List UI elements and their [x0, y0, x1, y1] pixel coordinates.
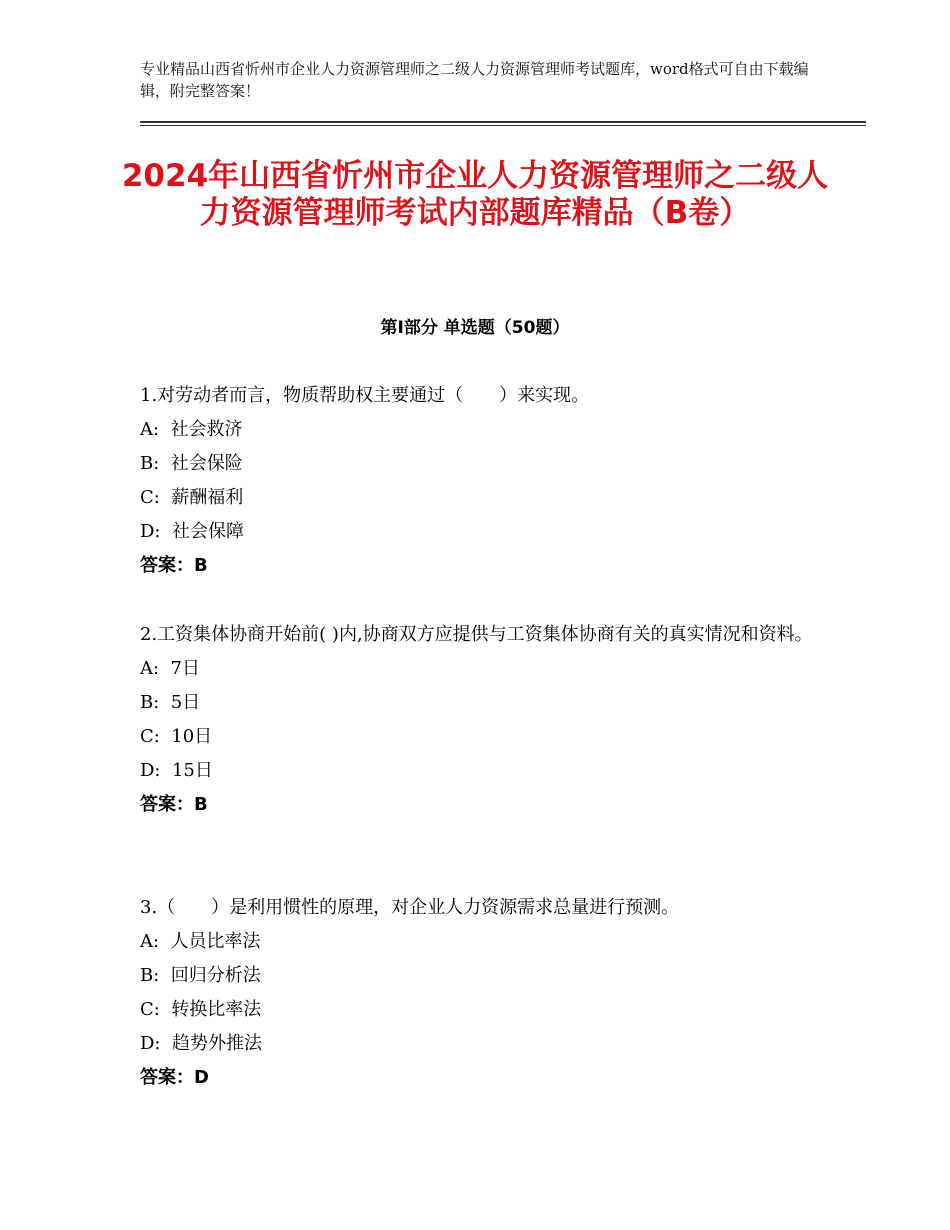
question-stem: 2.工资集体协商开始前( )内,协商双方应提供与工资集体协商有关的真实情况和资料。 — [140, 624, 813, 645]
question-stem: 3.（ ）是利用惯性的原理，对企业人力资源需求总量进行预测。 — [140, 897, 680, 918]
option-b: B: 5日 — [140, 692, 201, 713]
option-a: A: 7日 — [140, 658, 200, 679]
question-3 — [140, 891, 820, 1095]
answer: 答案：B — [140, 555, 208, 576]
section-title: 第Ⅰ部分 单选题（50题） — [380, 318, 570, 338]
option-c: C: 转换比率法 — [140, 999, 262, 1020]
document-title: 2024年山西省忻州市企业人力资源管理师之二级人力资源管理师考试内部题库精品（B卷） — [121, 158, 829, 231]
question-2 — [140, 618, 820, 822]
option-c: C: 薪酬福利 — [140, 487, 244, 508]
header-note: 专业精品山西省忻州市企业人力资源管理师之二级人力资源管理师考试题库，word格式可自由下载编辑，附完整答案！ — [140, 60, 809, 100]
question-1 — [140, 379, 820, 583]
option-d: D: 趋势外推法 — [140, 1033, 262, 1054]
header-rule-thin — [140, 125, 866, 126]
option-b: B: 回归分析法 — [140, 965, 261, 986]
answer: 答案：D — [140, 1067, 209, 1088]
header-rule-thick — [140, 121, 866, 123]
option-d: D: 15日 — [140, 760, 213, 781]
option-b: B: 社会保险 — [140, 453, 243, 474]
option-c: C: 10日 — [140, 726, 213, 747]
option-d: D: 社会保障 — [140, 521, 244, 542]
answer: 答案：B — [140, 794, 208, 815]
option-a: A: 社会救济 — [140, 419, 243, 440]
question-stem: 1.对劳动者而言，物质帮助权主要通过（ ）来实现。 — [140, 385, 590, 406]
option-a: A: 人员比率法 — [140, 931, 261, 952]
